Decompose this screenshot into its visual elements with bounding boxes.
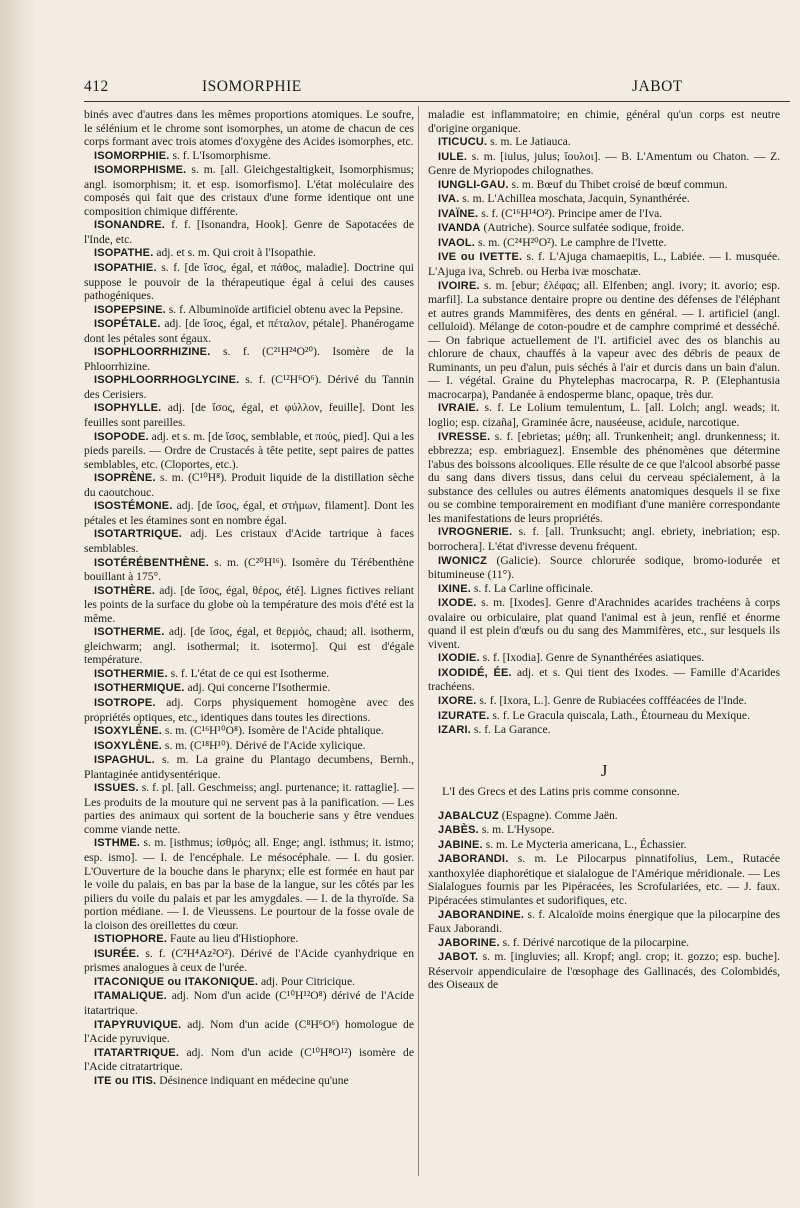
entry-definition: adj. Corps physiquement homogène avec des propriétés optiques, etc., identiques dans toutes les directions. — [84, 695, 414, 724]
left-column — [84, 108, 414, 1088]
dictionary-entry — [428, 723, 780, 738]
dictionary-entry — [84, 149, 414, 164]
entry-headword: IULE. — [438, 150, 468, 163]
entry-headword: ITE ou ITIS. — [94, 1074, 157, 1087]
entry-definition: s. f. L'Ajuga chamaepitis, L., Labiée. — I. musquée. L'Ajuga iva, Schreb. ou Herba ivæ moschatæ. — [428, 250, 780, 279]
entry-headword: IVA. — [438, 193, 460, 206]
dictionary-entry — [84, 317, 414, 345]
entry-definition: (Espagne). Comme Jaën. — [498, 808, 618, 822]
dictionary-entry — [428, 709, 780, 724]
entry-headword: JABALCUZ — [438, 809, 499, 822]
dictionary-entry — [428, 666, 780, 694]
entry-definition: binés avec d'autres dans les mêmes proportions atomiques. Le soufre, le sélénium et le chrome sont isomorphes, un atome de chacun de ces corps formant avec trois atomes d'oxygène des Acides isomorphes, etc. — [84, 108, 414, 149]
page-edge-stain — [0, 0, 36, 1208]
entry-headword: JABÈS. — [438, 824, 479, 837]
dictionary-entry — [84, 1018, 414, 1046]
entry-definition: adj. Les cristaux d'Acide tartrique à faces semblables. — [84, 527, 414, 555]
dictionary-entry — [84, 625, 414, 667]
dictionary-entry — [84, 975, 414, 990]
section-intro: L'I des Grecs et des Latins pris comme consonne. — [442, 784, 680, 799]
dictionary-entry — [428, 852, 780, 907]
entry-headword: ISOTHÈRE. — [94, 584, 156, 597]
right-column — [428, 108, 780, 992]
dictionary-entry — [428, 694, 780, 709]
entry-headword: ISSUES. — [94, 782, 139, 795]
entry-headword: ISOMORPHIE. — [94, 149, 170, 162]
entry-headword: ISOPRÈNE. — [94, 472, 156, 485]
entry-headword: ISPAGHUL. — [94, 754, 155, 767]
entry-definition: s. m. (C²⁴H²⁰O²). Le camphre de l'Ivette. — [475, 235, 667, 249]
entry-headword: ISONANDRE. — [94, 219, 166, 232]
page-number: 412 — [84, 78, 109, 95]
entry-definition: s. m. L'Hysope. — [478, 823, 555, 837]
dictionary-entry — [84, 430, 414, 472]
entry-definition: (Galicie). Source chlorurée sodique, bromo-iodurée et bitumineuse (11°). — [428, 553, 780, 582]
entry-definition: s. m. Le Pilocarpus pinnatifolius, Lem., Rutacée xanthoxylée diaphorétique et sialalogue de l'Amérique méridionale. — Les Sialalogues fournis par les Pipéracées, les Scrofulariées, etc. — J. faux. Pipéracées stimulantes et sudorifiques, etc. — [428, 852, 780, 907]
entry-definition: s. m. [ingluvies; all. Kropf; angl. crop; it. gozzo; esp. buche]. Réservoir appendiculaire de l'œsophage des Gallinacés, des Colombidés, des Oiseaux de — [428, 950, 780, 992]
dictionary-entry — [84, 681, 414, 696]
section-letter: J — [600, 760, 608, 780]
entry-headword: ISOXYLÈNE. — [94, 725, 163, 738]
guideword-right: JABOT — [632, 78, 683, 95]
entry-headword: IVAÏNE. — [438, 207, 479, 220]
entry-headword: ITAPYRUVIQUE. — [94, 1018, 182, 1031]
entry-definition: s. m. La graine du Plantago decumbens, Bernh., Plantaginée antidysentérique. — [84, 753, 414, 781]
entry-headword: ISTHME. — [94, 837, 141, 850]
entry-headword: IVRESSE. — [438, 430, 491, 443]
entry-definition: maladie est inflammatoire; en chimie, général qu'un corps est neutre d'origine organique. — [428, 108, 780, 135]
dictionary-entry — [84, 303, 414, 318]
entry-definition: s. f. La Garance. — [470, 723, 551, 737]
entry-headword: JABINE. — [438, 838, 483, 851]
entry-definition: s. f. (C¹⁶H¹⁴O²). Principe amer de l'Iva. — [478, 206, 663, 220]
dictionary-entry — [84, 373, 414, 401]
dictionary-entry — [428, 823, 780, 838]
entry-definition: adj. Nom d'un acide (C⁸H⁶O⁶) homologue de l'Acide pyruvique. — [84, 1017, 414, 1046]
dictionary-entry — [428, 554, 780, 582]
dictionary-entry — [84, 471, 414, 499]
entry-headword: IZURATE. — [438, 709, 490, 722]
entry-definition: s. f. (C²¹H²⁴O²⁰). Isomère de la Phloorrhizine. — [84, 345, 414, 373]
entry-headword: IVAOL. — [438, 236, 476, 249]
entry-definition: s. f. [all. Trunksucht; angl. ebriety, inebriation; esp. borrochera]. L'état d'ivresse devenu fréquent. — [428, 525, 780, 553]
dictionary-entry — [84, 739, 414, 754]
entry-definition: s. m. L'Achillea moschata, Jacquin, Synanthérée. — [459, 192, 690, 206]
entry-headword: ISOPEPSINE. — [94, 303, 166, 316]
dictionary-entry — [84, 667, 414, 682]
entry-definition: s. m. [Ixodes]. Genre d'Arachnides acarides trachéens à corps ovalaire ou orbiculaire, plat quand l'animal est à jeun, renflé et énorme quand il est plein d'œufs ou du sang des Mammifères, etc., sur lesquels ils vivent. — [428, 596, 780, 651]
dictionary-entry — [428, 108, 780, 135]
entry-definition: s. f. (C²H⁴Az²O²). Dérivé de l'Acide cyanhydrique en prismes analogues à ceux de l'urée. — [84, 946, 414, 975]
dictionary-entry — [84, 836, 414, 932]
entry-definition: adj. [de ἴσος, égal, et φύλλον, feuille]. Dont les feuilles sont pareilles. — [84, 401, 414, 430]
header-rule — [84, 101, 790, 102]
dictionary-entry — [84, 246, 414, 261]
entry-headword: ISOSTÉMONE. — [94, 500, 173, 513]
entry-definition: (Autriche). Source sulfatée sodique, froide. — [480, 221, 685, 235]
dictionary-entry — [428, 150, 780, 178]
entry-definition: s. f. [Ixora, L.]. Genre de Rubiacées coffféacées de l'Inde. — [476, 693, 747, 707]
dictionary-entry — [84, 499, 414, 527]
dictionary-entry — [428, 279, 780, 402]
dictionary-entry — [84, 724, 414, 739]
entry-definition: s. m. Le Jatiauca. — [487, 135, 571, 149]
entry-definition: s. f. L'Isomorphisme. — [169, 148, 271, 162]
dictionary-entry — [428, 950, 780, 992]
entry-headword: ISOTARTRIQUE. — [94, 528, 182, 541]
dictionary-entry — [84, 947, 414, 975]
entry-headword: IVRAIE. — [438, 402, 480, 415]
entry-definition: s. m. [iulus, julus; ἴουλοι]. — B. L'Amentum ou Chaton. — Z. Genre de Myriopodes chilognathes. — [428, 149, 780, 178]
dictionary-entry — [428, 582, 780, 597]
entry-headword: ISURÉE. — [94, 947, 140, 960]
entry-definition: Faute au lieu d'Histiophore. — [167, 932, 299, 946]
entry-headword: ISOMORPHISME. — [94, 164, 187, 177]
entry-headword: ISOPHLOORRHIZINE. — [94, 346, 211, 359]
entry-headword: ISOPATHIE. — [94, 262, 157, 275]
dictionary-entry — [428, 250, 780, 278]
entry-definition: s. f. (C¹²H⁶O⁶). Dérivé du Tannin des Cerisiers. — [84, 373, 414, 401]
entry-headword: IUNGLI-GAU. — [438, 178, 509, 191]
running-header — [84, 78, 784, 102]
dictionary-entry — [428, 135, 780, 150]
entry-headword: IXORE. — [438, 694, 477, 707]
dictionary-entry — [428, 838, 780, 853]
entry-headword: ISOXYLÈNE. — [94, 739, 163, 752]
entry-headword: ITAMALIQUE. — [94, 990, 167, 1003]
entry-headword: IVANDA — [438, 222, 481, 235]
entry-headword: ISOPÉTALE. — [94, 318, 161, 331]
dictionary-entry — [84, 345, 414, 373]
entry-headword: ISOTÉRÉBENTHÈNE. — [94, 556, 210, 569]
dictionary-entry — [428, 596, 780, 651]
right-column-entries-i — [428, 108, 780, 738]
dictionary-entry — [84, 989, 414, 1017]
entry-definition: s. m. [ebur; ἐλέφας; all. Elfenben; angl. ivory; it. avorio; esp. marfil]. La substance dentaire propre ou dentine des défenses de l'éléphant et autres grands Mammifères, des dents en général. — I. artificiel (angl. celluloid). Mélange de coton-poudre et de camphre comprimé et desséché. — On fabrique actuellement de l'I. artificiel avec des os blanchis au chlorure de chaux, chauffés à la vapeur avec des débris de peaux de Ruminants, un peu d'alun, puis séchés à l'air et durcis dans un bain d'alun. — I. végétal. Graine du Phytelephas macrocarpa, R. P. (Elephantusia macrocarpa), Pandanée à endosperme blanc, opaque, très dur. — [428, 278, 780, 401]
dictionary-entry — [84, 163, 414, 218]
dictionary-entry — [428, 936, 780, 951]
dictionary-entry — [84, 1074, 414, 1089]
dictionary-entry — [84, 218, 414, 246]
entry-headword: JABOT. — [438, 951, 479, 964]
guideword-left: ISOMORPHIE — [202, 78, 302, 95]
dictionary-entry — [428, 236, 780, 251]
dictionary-entry — [428, 192, 780, 207]
entry-headword: IXODIDÉ, ÉE. — [438, 666, 512, 679]
dictionary-entry — [428, 178, 780, 193]
dictionary-entry — [428, 651, 780, 666]
dictionary-entry — [84, 584, 414, 626]
dictionary-entry — [84, 753, 414, 781]
dictionary-entry — [84, 1046, 414, 1074]
entry-definition: adj. Qui concerne l'Isothermie. — [184, 681, 331, 695]
entry-headword: ISOPHLOORRHOGLYCINE. — [94, 374, 240, 387]
dictionary-entry — [84, 932, 414, 947]
entry-headword: JABORINE. — [438, 936, 500, 949]
entry-definition: s. f. Albuminoïde artificiel obtenu avec la Pepsine. — [165, 302, 404, 316]
dictionary-entry — [428, 207, 780, 222]
dictionary-entry — [84, 108, 414, 149]
dictionary-entry — [84, 696, 414, 724]
dictionary-entry — [428, 401, 780, 429]
entry-definition: adj. [de ἴσος, égal, et στήμων, filament]. Dont les pétales et les étamines sont en nombre égal. — [84, 499, 414, 527]
dictionary-entry — [428, 525, 780, 553]
entry-headword: JABORANDI. — [438, 853, 509, 866]
entry-definition: s. f. [Ixodia]. Genre de Synanthérées asiatiques. — [479, 651, 705, 665]
entry-headword: JABORANDINE. — [438, 908, 525, 921]
entry-definition: s. m. (C¹⁸H¹⁰). Dérivé de l'Acide xylicique. — [162, 738, 366, 752]
entry-definition: s. f. pl. [all. Geschmeiss; angl. purtenance; it. rattaglie]. — Les produits de la mouture qui ne servent pas à la panification. — Les parties des animaux qui sortent de la boucherie sans y être vendues comme viande nette. — [84, 781, 414, 836]
entry-definition: adj. [de ἴσος, égal, et θερμός, chaud; all. isotherm, gleichwarm; angl. isothermal; it. isotermo]. Qui est d'égale température. — [84, 625, 414, 667]
entry-definition: adj. et s. m. Qui croit à l'Isopathie. — [153, 246, 316, 260]
entry-headword: IXODIE. — [438, 652, 480, 665]
entry-headword: ISOTHERMIQUE. — [94, 682, 185, 695]
column-divider — [418, 106, 419, 1176]
entry-headword: IXODE. — [438, 597, 477, 610]
entry-definition: s. m. Le Mycteria americana, L., Échassier. — [482, 837, 687, 851]
entry-headword: IXINE. — [438, 582, 471, 595]
entry-definition: s. m. Bœuf du Thibet croisé de bœuf commun. — [508, 177, 728, 191]
entry-headword: ISOPATHE. — [94, 247, 154, 260]
entry-headword: ITATARTRIQUE. — [94, 1046, 180, 1059]
entry-definition: adj. et s. Qui tient des Ixodes. — Famille d'Acarides trachéens. — [428, 665, 780, 694]
entry-definition: s. f. [de ἴσος, égal, et πάθος, maladie]. Doctrine qui suppose le pouvoir de la thérapeutique égal à celui des causes pathogéniques. — [84, 261, 414, 303]
dictionary-entry — [84, 781, 414, 836]
dictionary-entry — [428, 908, 780, 936]
entry-definition: s. m. [all. Gleichgestaltigkeit, Isomorphismus; angl. isomorphism; it. et esp. isomorfismo]. L'état moléculaire des composés qui fait que des cristaux d'une forme identique ont une composition chimique différente. — [84, 163, 414, 218]
entry-headword: IVE ou IVETTE. — [438, 251, 523, 264]
dictionary-entry — [84, 261, 414, 303]
entry-definition: adj. [de ἴσος, égal, θέρος, été]. Lignes fictives reliant les points de la surface du globe où la température des mois d'été est la même. — [84, 583, 414, 625]
dictionary-entry — [428, 221, 780, 236]
entry-definition: f. f. [Isonandra, Hook]. Genre de Sapotacées de l'Inde, etc. — [84, 218, 414, 246]
entry-headword: IWONICZ — [438, 554, 488, 567]
entry-definition: adj. Pour Citricique. — [258, 974, 356, 988]
entry-definition: s. m. [isthmus; ἰσθμός; all. Enge; angl. isthmus; it. istmo; esp. ismo]. — I. de l'encéphale. Le mésocéphale. — I. du gosier. L'Ouverture de la bouche dans le pharynx; elle est formée en haut par le voile du palais, en bas par la base de la langue, sur les côtés par les piliers du voile du palais et par les amygdales. — I. de la thyroïde. Sa portion médiane. — I. de Vieussens. Le pourtour de la fosse ovale de la cloison des oreillettes du cœur. — [84, 836, 414, 932]
dictionary-entry — [84, 556, 414, 584]
entry-headword: ISTIOPHORE. — [94, 933, 168, 946]
entry-headword: IVOIRE. — [438, 279, 480, 292]
entry-definition: s. m. (C¹⁶H¹⁰O⁸). Isomère de l'Acide phtalique. — [162, 724, 384, 738]
entry-definition: Désinence indiquant en médecine qu'une — [156, 1073, 349, 1087]
dictionary-entry — [428, 430, 780, 526]
entry-definition: s. f. Dérivé narcotique de la pilocarpine. — [499, 935, 689, 949]
entry-definition: s. f. Le Gracula quiscala, Lath., Étourneau du Mexique. — [489, 708, 750, 722]
entry-headword: IVROGNERIE. — [438, 526, 513, 539]
entry-definition: s. m. (C¹⁰H⁸). Produit liquide de la distillation sèche du caoutchouc. — [84, 471, 414, 499]
entry-headword: ISOTHERMIE. — [94, 667, 168, 680]
entry-headword: ITACONIQUE ou ITAKONIQUE. — [94, 975, 259, 988]
entry-headword: ISOTROPE. — [94, 696, 156, 709]
entry-definition: adj. et s. m. [de ἴσος, semblable, et πούς, pied]. Qui a les pieds pareils. — Ordre de Crustacés à tête petite, sept paires de pattes semblables, etc. (Cloportes, etc.). — [84, 429, 414, 471]
entry-definition: s. f. [ebrietas; μέθη; all. Trunkenheit; angl. drunkenness; it. ebbrezza; esp. embriaguez]. Ensemble des phénomènes que détermine l'abus des boissons alcooliques. Elle résulte de ce que l'alcool absorbé passe du sang dans divers tissus, dans celui du cerveau spécialement, à la substance des cellules ou autres éléments anatomiques desquels il se fixe ou se combine temporairement en modifiant d'une manière correspondante les manifestations de leurs propriétés. — [428, 429, 780, 525]
entry-definition: s. f. Le Lolium temulentum, L. [all. Lolch; angl. weads; it. loglio; esp. cizaña], Graminée âcre, nauséeuse, acidule, narcotique. — [428, 401, 780, 430]
entry-headword: IZARI. — [438, 724, 471, 737]
entry-definition: s. f. La Carline officinale. — [471, 581, 594, 595]
entry-headword: ITICUCU. — [438, 136, 488, 149]
dictionary-entry — [84, 401, 414, 429]
right-column-entries-j — [428, 809, 780, 992]
entry-definition: adj. [de ἴσος, égal, et πέταλον, pétale]. Phanérogame dont les pétales sont égaux. — [84, 317, 414, 345]
entry-definition: adj. Nom d'un acide (C¹⁰H⁸O¹²) isomère de l'Acide citratartrique. — [84, 1045, 414, 1074]
entry-headword: ISOPHYLLE. — [94, 402, 162, 415]
entry-definition: s. f. L'état de ce qui est Isotherme. — [167, 666, 330, 680]
dictionary-entry — [84, 527, 414, 555]
entry-definition: s. m. (C²⁰H¹⁶). Isomère du Térébenthène bouillant à 175°. — [84, 555, 414, 584]
entry-headword: ISOPODE. — [94, 430, 149, 443]
entry-definition: adj. Nom d'un acide (C¹⁰H¹²O⁸) dérivé de l'Acide itatartrique. — [84, 989, 414, 1017]
dictionary-entry — [428, 809, 780, 824]
entry-definition: s. f. Alcaloïde moins énergique que la pilocarpine des Faux Jaborandi. — [428, 907, 780, 936]
entry-headword: ISOTHERME. — [94, 626, 165, 639]
